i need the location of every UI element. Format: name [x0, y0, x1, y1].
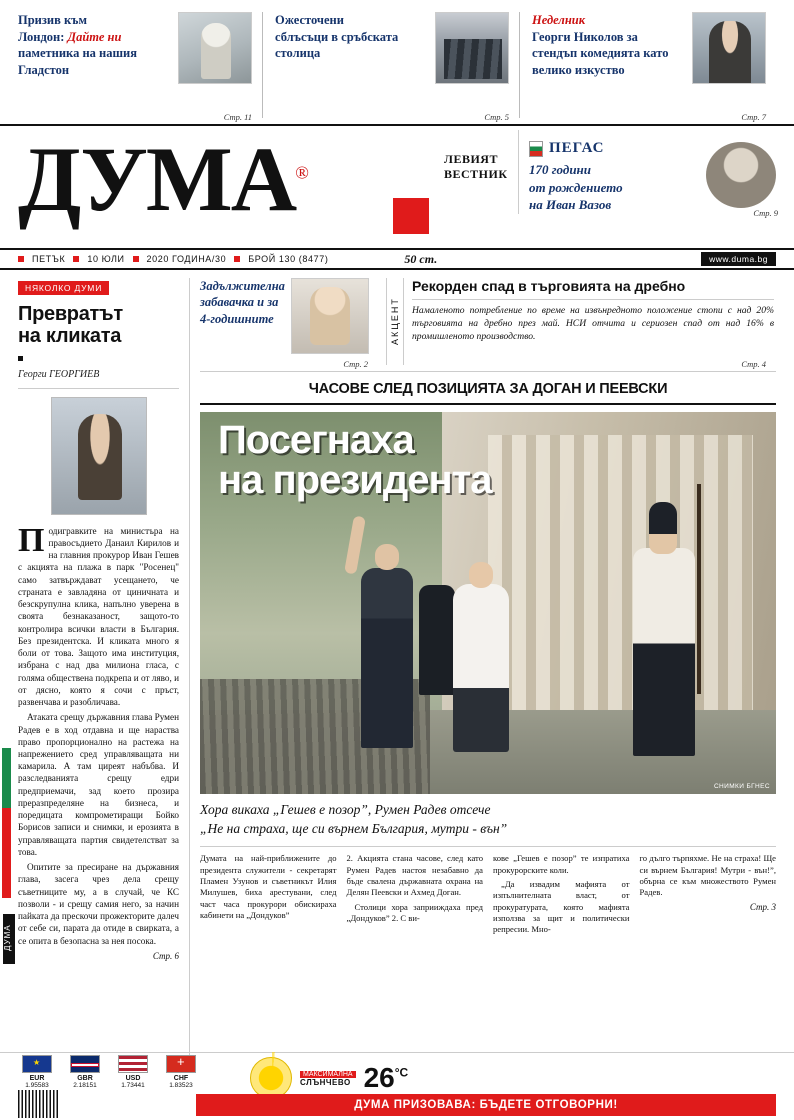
teaser-photo-2 — [692, 12, 766, 84]
currency-rate-usd: 1.73441 — [121, 1082, 145, 1089]
kindergarten-story[interactable] — [200, 278, 378, 369]
dateline-bar — [0, 248, 794, 270]
akcent-story[interactable] — [412, 278, 776, 369]
pegas-line-3: на Иван Вазов — [529, 197, 612, 213]
currency-item-eur — [18, 1055, 56, 1089]
lead-continued-page[interactable]: Стр. 3 — [749, 901, 776, 912]
akcent-label: АКЦЕНТ — [386, 278, 404, 365]
teaser-rest-2: Георги Николов за стендъп комедията като велико изкуство — [532, 29, 669, 77]
uk-flag-icon — [70, 1055, 100, 1073]
teaser-title-0: Лондон: — [18, 29, 68, 44]
dateline-marker-icon-4 — [234, 256, 240, 262]
dateline-date: 10 ЮЛИ — [87, 254, 125, 264]
lead-body-columns — [200, 846, 776, 938]
lead-headline — [218, 420, 491, 500]
photo-columns — [488, 435, 753, 710]
teaser-item-0[interactable] — [18, 12, 262, 122]
weather-labels — [300, 1069, 356, 1087]
opinion-continued-page[interactable]: Стр. 6 — [152, 950, 179, 961]
kindergarten-line-3: 4-годишните — [200, 311, 274, 326]
akcent-headline: Рекорден спад в търговията на дребно — [412, 278, 774, 300]
side-vertical-brand: ДУМА — [3, 914, 15, 964]
photo-figure-woman — [453, 584, 509, 752]
opinion-title-line-1: Превратът — [18, 303, 123, 325]
logo-wrap — [18, 128, 438, 230]
photo-figure-guard — [633, 548, 695, 756]
photo-figure-photographer — [419, 585, 455, 695]
bulgaria-flag-icon — [529, 141, 543, 157]
teaser-text-2 — [532, 12, 684, 118]
weather-temperature — [364, 1064, 409, 1092]
currency-code-eur: EUR — [29, 1075, 45, 1082]
top-secondary-strip — [200, 278, 776, 372]
opinion-body — [18, 521, 179, 947]
tagline-line-1: ЛЕВИЯТ — [444, 152, 498, 166]
weather-widget — [250, 1057, 408, 1099]
currency-code-chf: CHF — [173, 1075, 189, 1082]
lead-para-1-0: 2. Акцията стана часове, след като Румен Радев настоя незабавно да бъде свалена държавната охрана на Делян Пеевски и Ахмед Доган. — [346, 853, 483, 898]
lead-overline: ЧАСОВЕ СЛЕД ПОЗИЦИЯТА ЗА ДОГАН И ПЕЕВСКИ — [200, 378, 776, 405]
tagline — [444, 152, 508, 182]
akcent-body: Намаленото потребление по време на извънредното положение стопи с над 20% търговията на дребно през май. НСИ отчита и сериозен спад от над 16% в промишленото производство. — [412, 305, 774, 342]
logo-text: ДУМА — [18, 128, 296, 230]
sun-icon — [250, 1057, 292, 1099]
lead-para-2-0: кове „Гешев е позор” те изпратиха прокурорските коли. — [493, 853, 630, 875]
opinion-paragraph-1: Атаката срещу държавния глава Румен Радев е в ход отдавна и ще нараства право пропорционално на растежа на напрежението сред управляващата ни камарила. А там циреят набъбва. И разследванията срещу едри предприемачи, зад което прозира преразпределяне на бизнеса, и поредицата компрометиращи Бойко Борисов записи и снимки, и ерозията в управляващата партия свидетелстват за това. — [18, 712, 179, 857]
pegas-promo[interactable] — [518, 130, 778, 218]
lead-body-column-0 — [200, 853, 337, 938]
currency-rate-eur: 1.95583 — [25, 1082, 49, 1089]
opinion-dropcap: П — [18, 521, 45, 559]
pegas-line-1: 170 години — [529, 162, 592, 177]
kindergarten-photo — [291, 278, 369, 354]
teaser-red-0: Дайте ни — [67, 29, 122, 44]
side-color-bar — [2, 748, 11, 898]
opinion-paragraph-0 — [18, 521, 179, 709]
opinion-author-portrait — [51, 397, 147, 515]
opinion-paragraph-text-0: одигравките на министъра на правосъдието Данаил Кирилов и на главния прокурор Иван Гешев с акцията на плажа в парк "Росенец" само затвърждават усещането, че страната е завладяна от циничната и безскрупулна клика, напълно уверена в своята безнаказаност, защото-то контролира всички власти в България. Без президентска. И кликата много я боли от това. Защото има институция, избрана с над два милиона гласа, с голяма обществена подкрепа и от ляво, и от дясно, която я сочи с пръст, развенчава и разобличава. — [18, 525, 179, 708]
lead-headline-line-2: на президента — [218, 458, 492, 502]
pegas-title — [529, 140, 698, 157]
teaser-rest-1: сблъсъци в сръбската столица — [275, 29, 399, 60]
opinion-paragraph-2: Опитите за пресиране на държавния глава, засега чрез дела срещу съветниците му, а в случай, че КС позволи - и срещу самия него, за начин пайката да прескочи прожекторите далеч от себе си, парата да отиде в свирката, а се опита в безопасна за нея посока. — [18, 862, 179, 946]
lead-subdeck — [200, 801, 776, 838]
opinion-title[interactable] — [18, 303, 179, 348]
teaser-title-1: Ожесточени — [275, 13, 344, 27]
swiss-flag-icon — [166, 1055, 196, 1073]
teaser-photo-1 — [435, 12, 509, 84]
opinion-kicker: НЯКОЛКО ДУМИ — [18, 281, 109, 295]
lead-body-column-2 — [493, 853, 630, 938]
lead-headline-line-1: Посегнаха — [218, 418, 414, 462]
logo-red-square — [393, 198, 429, 234]
registered-mark-icon: ® — [295, 162, 307, 183]
currency-code-usd: USD — [125, 1075, 141, 1082]
barcode — [18, 1090, 58, 1118]
us-flag-icon — [118, 1055, 148, 1073]
teaser-page-2: Стр. 7 — [741, 112, 766, 122]
teaser-red-2: Неделник — [532, 13, 586, 27]
kindergarten-line-1: Задължителна — [200, 279, 285, 293]
teaser-lead-0: Призив към — [18, 13, 87, 27]
pegas-page: Стр. 9 — [753, 208, 778, 218]
dateline-issue: БРОЙ 130 (8477) — [248, 254, 329, 264]
lead-photo — [200, 412, 776, 794]
teaser-item-1[interactable] — [262, 12, 519, 122]
teaser-text-0 — [18, 12, 170, 118]
dateline-marker-icon-2 — [73, 256, 79, 262]
currency-code-gbr: GBR — [77, 1075, 93, 1082]
opinion-bullet-icon — [18, 356, 23, 361]
dateline-marker-icon-3 — [133, 256, 139, 262]
lead-para-1-1: Столици хора заприиждаха пред „Дондуков” 2. С ви- — [346, 901, 483, 923]
lead-deck-line-2: „Не на страха, ще си върнем България, мутри - вън” — [200, 820, 508, 836]
kindergarten-text — [200, 278, 285, 365]
website-url[interactable]: www.duma.bg — [701, 252, 776, 266]
opinion-title-line-2: на кликата — [18, 325, 122, 348]
dateline-year: 2020 ГОДИНА/30 — [146, 254, 227, 264]
lead-para-0-0: Думата на най-приближените до президента служители - секретарят Пламен Узунов и съветникът Илия Милушев, биха арестувани, след част часа прокурори обискираха кабинети на „Дондуков” — [200, 853, 337, 920]
masthead — [0, 126, 794, 248]
currency-item-gbr — [66, 1055, 104, 1089]
newspaper-logo[interactable] — [18, 128, 438, 230]
kindergarten-page: Стр. 2 — [343, 359, 368, 369]
kindergarten-line-2: забавачка и за — [200, 295, 279, 310]
opinion-author: Георги ГЕОРГИЕВ — [18, 369, 179, 389]
photo-figure-president — [361, 568, 413, 748]
bottom-banner[interactable]: ДУМА ПРИЗОВАВА: БЪДЕТЕ ОТГОВОРНИ! — [196, 1094, 776, 1116]
currency-item-usd — [114, 1055, 152, 1089]
lead-body-column-3 — [640, 853, 777, 938]
photo-credit: СНИМКИ БГНЕС — [713, 783, 770, 790]
pegas-line-2: от рождението — [529, 179, 623, 195]
teaser-item-2[interactable] — [519, 12, 776, 122]
lead-para-2-1: „Да извадим мафията от изпълнителната власт, от прокуратурата, която мафията използва за щит и политически репресии. Мно- — [493, 878, 630, 935]
teaser-rest-0: паметника на нашия Гладстон — [18, 46, 137, 77]
lead-para-3-0: го дълго търпяхме. Не на страха! Ще си върнем България! Мутри - вън!”, обърна се към множеството Румен Радев. — [639, 853, 776, 898]
main-content — [0, 272, 794, 1062]
weather-condition: СЛЪНЧЕВО — [300, 1078, 351, 1087]
dateline-marker-icon — [18, 256, 24, 262]
teaser-photo-0 — [178, 12, 252, 84]
akcent-page: Стр. 4 — [741, 359, 766, 369]
currency-item-chf — [162, 1055, 200, 1089]
dateline-day: ПЕТЪК — [32, 254, 66, 264]
teaser-page-0: Стр. 11 — [223, 112, 252, 122]
pegas-text — [529, 161, 698, 214]
top-teaser-strip — [0, 0, 794, 126]
lead-column — [190, 278, 776, 1062]
dateline-price: 50 ст. — [404, 251, 438, 266]
teaser-text-1 — [275, 12, 427, 118]
currency-rates — [18, 1055, 200, 1089]
teaser-page-1: Стр. 5 — [484, 112, 509, 122]
weather-max-label: МАКСИМАЛНА — [300, 1071, 356, 1078]
eu-flag-icon — [22, 1055, 52, 1073]
pegas-portrait — [706, 142, 778, 218]
tagline-line-2: ВЕСТНИК — [444, 167, 508, 181]
weather-temp-value: 26 — [363, 1062, 395, 1093]
opinion-column — [3, 278, 190, 1062]
weather-temp-unit: °С — [394, 1065, 409, 1080]
page-footer — [0, 1052, 794, 1120]
pegas-title-text: ПЕГАС — [549, 140, 605, 156]
lead-deck-line-1: Хора викаха „Гешев е позор”, Румен Радев отсече — [200, 802, 491, 817]
currency-rate-chf: 1.83523 — [169, 1082, 193, 1089]
currency-rate-gbr: 2.18151 — [73, 1082, 97, 1089]
lead-body-column-1 — [347, 853, 484, 938]
